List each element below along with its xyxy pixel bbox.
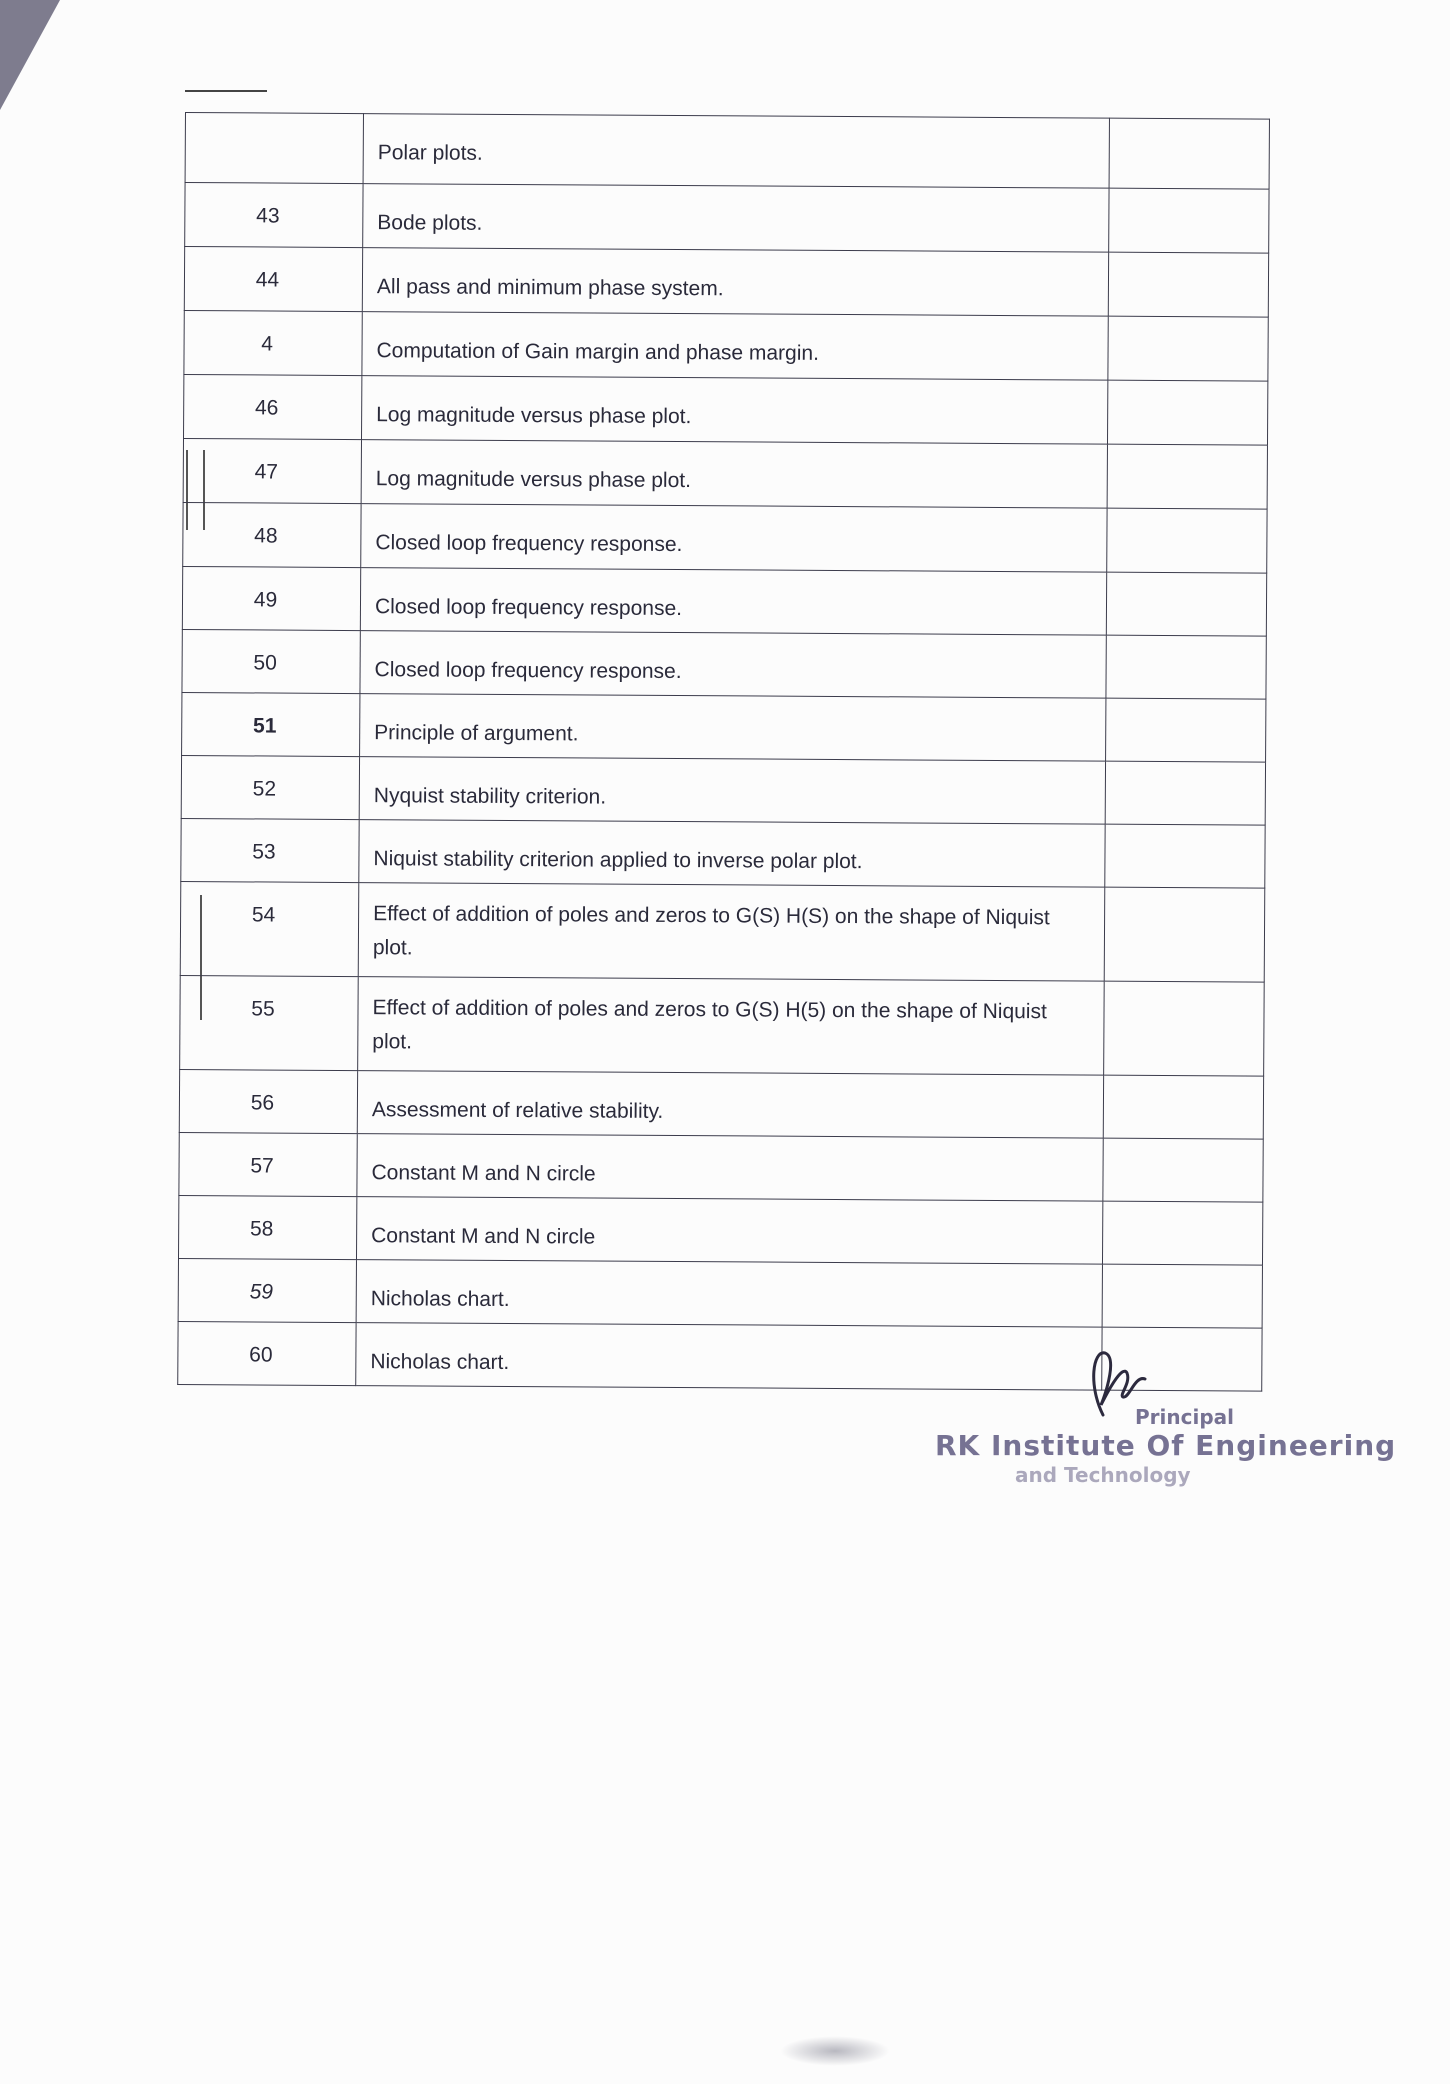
lecture-number: 49 [182,566,360,630]
remarks-cell [1109,118,1269,189]
remarks-cell [1106,635,1266,699]
lecture-number: 50 [182,629,360,693]
remarks-cell [1107,380,1267,445]
lecture-number: 43 [185,183,363,248]
lesson-plan-table [177,112,1270,1392]
lecture-topic: Closed loop frequency response. [360,631,1106,699]
remarks-cell [1102,1264,1262,1328]
remarks-cell [1107,444,1267,509]
stamp-subtitle: and Technology [1015,1463,1191,1487]
lecture-number: 52 [181,755,359,819]
table-row [180,975,1265,1076]
lecture-number: 54 [180,881,359,976]
remarks-cell [1102,1201,1262,1265]
table-row [185,113,1269,190]
lecture-number: 58 [178,1195,356,1259]
remarks-cell [1105,761,1265,825]
table-row [182,629,1266,699]
lecture-number: 57 [179,1132,357,1196]
lecture-number: 48 [183,502,361,567]
scan-smudge [780,2036,890,2066]
table-row [182,566,1266,636]
lecture-topic: Nyquist stability criterion. [359,757,1105,825]
remarks-cell [1109,188,1269,253]
lecture-topic: Log magnitude versus phase plot. [362,376,1108,445]
lecture-number: 59 [178,1258,356,1322]
remarks-cell [1108,316,1268,381]
lecture-number: 44 [184,247,362,312]
lecture-topic: Nicholas chart. [356,1260,1102,1328]
remarks-cell [1106,698,1266,762]
lecture-topic: Nicholas chart. [356,1323,1102,1391]
lecture-topic: Computation of Gain margin and phase margin. [362,312,1108,381]
table-row [185,183,1269,254]
lecture-topic: Constant M and N circle [356,1197,1102,1265]
table-row [179,1069,1263,1139]
lecture-number: 53 [181,818,359,882]
lecture-number: 56 [179,1069,357,1133]
table-row [178,1258,1262,1328]
remarks-cell [1105,824,1265,888]
lecture-number: 51 [182,692,360,756]
stamp-institute: RK Institute Of Engineering [935,1429,1397,1462]
lecture-topic: Log magnitude versus phase plot. [361,440,1107,509]
lecture-topic: Principle of argument. [360,694,1106,762]
lecture-number [185,113,363,184]
remarks-cell [1108,252,1268,317]
table-top-stub-line [185,90,267,92]
table-row [178,1195,1262,1265]
lecture-topic: Constant M and N circle [357,1134,1103,1202]
remarks-cell [1106,572,1266,636]
table-row [183,438,1267,509]
lecture-number: 60 [178,1321,356,1385]
scan-corner-shadow [0,0,60,110]
lecture-topic: Closed loop frequency response. [361,504,1107,573]
table-row [184,374,1268,445]
remarks-cell [1103,1075,1263,1139]
table-row [182,692,1266,762]
stamp-title: Principal [1135,1405,1234,1429]
remarks-cell [1104,887,1265,982]
table-row [181,818,1265,888]
lecture-topic: Closed loop frequency response. [360,568,1106,636]
remarks-cell [1103,1138,1263,1202]
lecture-topic: Effect of addition of poles and zeros to G(S) H(S) on the shape of Niquist plot. [358,883,1105,982]
lecture-topic: All pass and minimum phase system. [362,248,1108,317]
lecture-number: 47 [183,438,361,503]
remarks-cell [1107,508,1267,573]
lecture-topic: Polar plots. [363,114,1109,189]
lecture-topic: Niquist stability criterion applied to inverse polar plot. [359,820,1105,888]
table-row [181,755,1265,825]
table-row [183,502,1267,573]
lecture-number: 4 [184,310,362,375]
lecture-topic: Effect of addition of poles and zeros to G(S) H(5) on the shape of Niquist plot. [358,977,1105,1076]
remarks-cell [1104,981,1265,1076]
principal-stamp [935,1345,1397,1505]
lecture-number: 46 [184,374,362,439]
table-row [180,881,1265,982]
table-row [184,310,1268,381]
table-row [179,1132,1263,1202]
lecture-topic: Assessment of relative stability. [357,1071,1103,1139]
lecture-number: 55 [180,975,359,1070]
table-row [184,247,1268,318]
lecture-topic: Bode plots. [363,184,1109,253]
